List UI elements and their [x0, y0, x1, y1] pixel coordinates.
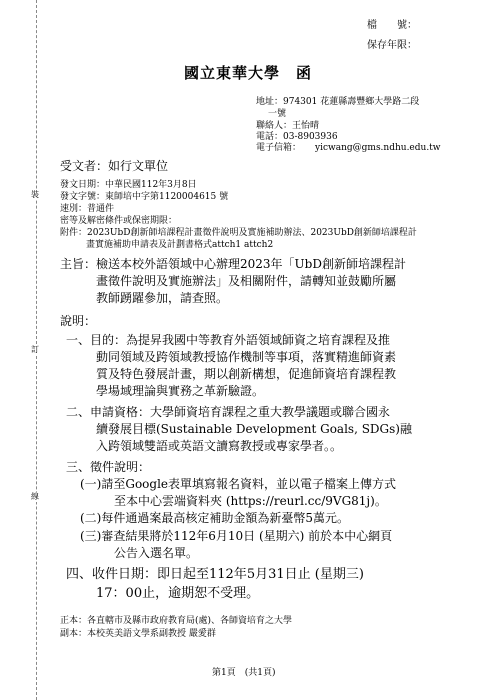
sender-email-label: 電子信箱： — [256, 143, 302, 153]
item1-line-2: 動同領域及跨領域教授協作機制等事項，落實精進師資素 — [96, 350, 397, 364]
item2-line-1: 二、申請資格：大學師資培育課程之重大教學議題或聯合國永 — [66, 405, 391, 419]
binding-mark-zhuang: 裝 — [31, 190, 39, 199]
sender-address-cont: 一號 — [268, 109, 287, 119]
file-number-label: 檔 號： — [367, 20, 417, 31]
item4-line-2: 17：00止，逾期恕不受理。 — [96, 586, 260, 601]
sender-contact: 聯絡人：王怡晴 — [256, 121, 320, 131]
item3-sub2: (二)每件通過案最高核定補助金額為新臺幣5萬元。 — [80, 511, 349, 525]
binding-mark-xian: 線 — [31, 492, 39, 501]
recipient: 受文者：如行文單位 — [60, 159, 169, 173]
item3-sub1-line-1: (一)請至Google表單填寫報名資料，並以電子檔案上傳方式 — [80, 477, 397, 491]
item4-line-1: 四、收件日期：即日起至112年5月31日止 (星期三) — [66, 567, 364, 582]
secrecy-level: 密等及解密條件或保密期限： — [60, 216, 178, 226]
copy-recipient: 副本：本校英美語文學系副教授 嚴愛群 — [60, 629, 216, 639]
document-title: 國立東華大學 函 — [184, 64, 313, 82]
item3-label: 三、徵件說明： — [66, 460, 151, 474]
subject-line-3: 教師踴躍參加，請查照。 — [96, 291, 229, 305]
subject-line-2: 畫徵件說明及實施辦法」及相關附件，請轉知並鼓勵所屬 — [96, 274, 397, 288]
item3-sub3-line-1: (三)審查結果將於112年6月10日 (星期六) 前於本中心網頁 — [80, 529, 393, 543]
sender-email[interactable]: yicwang@gms.ndhu.edu.tw — [315, 143, 441, 153]
sender-address: 地址：974301 花蓮縣壽豐鄉大學路二段 — [256, 97, 420, 107]
item3-sub1-line-2: 至本中心雲端資料夾 (https://reurl.cc/9VG81j)。 — [114, 494, 387, 508]
attachments-cont: 畫實施補助申請表及計劃書格式attch1 attch2 — [86, 240, 274, 250]
main-recipient: 正本：各直轄市及縣市政府教育局(處)、各師資培育之大學 — [60, 616, 293, 626]
subject-line-1: 檢送本校外語領域中心辦理2023年「UbD創新師培課程計 — [96, 257, 406, 271]
sender-phone: 電話：03-8903936 — [256, 132, 338, 142]
issue-date: 發文日期：中華民國112年3月8日 — [60, 180, 197, 190]
delivery-speed: 速別：普通件 — [60, 204, 115, 214]
sender-email-row — [256, 143, 441, 154]
item2-line-3: 入跨領域雙語或英語文讀寫教授或專家學者。。 — [96, 439, 343, 453]
retention-period-label: 保存年限： — [367, 40, 417, 51]
attachments: 附件：2023UbD創新師培課程計畫徵件說明及實施補助辦法、2023UbD創新師培課程計 — [60, 228, 417, 238]
subject-label: 主旨： — [60, 257, 97, 271]
document-number: 發文字號：東師培中字第1120004615 號 — [60, 192, 229, 202]
item1-line-4: 學場域理論與實務之革新驗證。 — [96, 384, 265, 398]
item1-line-3: 質及特色發展計畫，期以創新構想，促進師資培育課程教 — [96, 367, 397, 381]
item1-line-1: 一、目的：為提昇我國中等教育外語領域師資之培育課程及推 — [66, 333, 391, 347]
item2-line-2: 續發展目標(Sustainable Development Goals, SDGs)融 — [96, 422, 412, 436]
explanation-label: 說明： — [60, 314, 97, 328]
page-number: 第1頁 (共1頁) — [212, 668, 276, 678]
binding-mark-ding: 訂 — [31, 345, 39, 354]
item3-sub3-line-2: 公告入選名單。 — [114, 546, 199, 560]
